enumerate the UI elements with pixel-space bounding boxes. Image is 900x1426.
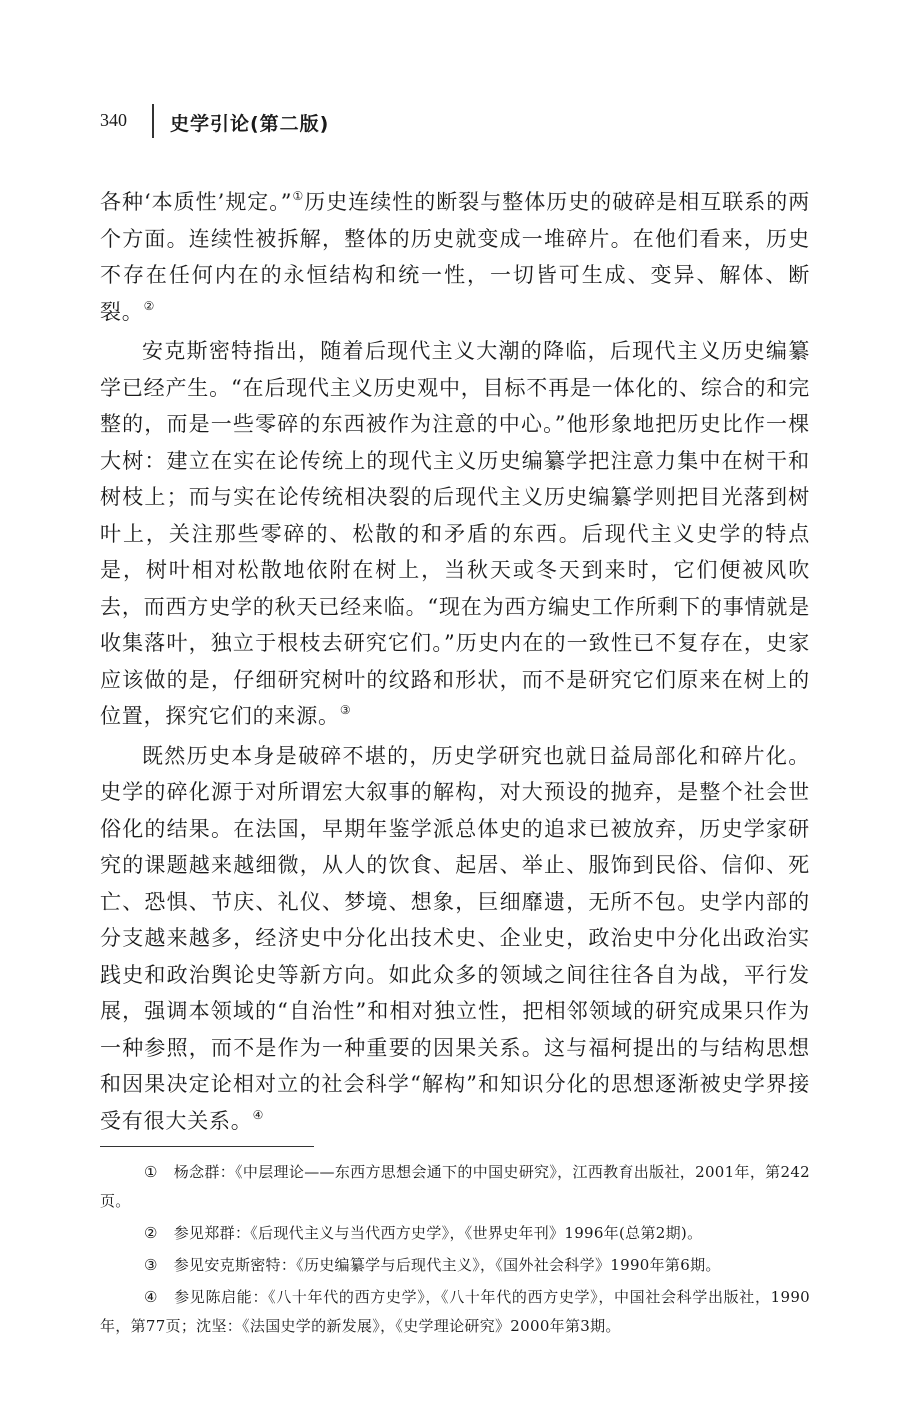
- footnote-3: [100, 1251, 810, 1280]
- footnote-ref-1: ①: [292, 189, 305, 203]
- footnotes: [100, 1158, 810, 1344]
- footnote-ref-4: ④: [252, 1107, 265, 1122]
- footnote-mark: ①: [144, 1163, 158, 1181]
- paragraph-1-text-b: 历史连续性的断裂与整体历史的破碎是相互联系的两个方面。连续性被拆解，整体的历史就变成一堆碎片。在他们看来，历史不存在任何内在的永恒结构和统一性，一切皆可生成、变异、解体、断裂。: [100, 190, 810, 324]
- paragraph-3: [100, 738, 810, 1140]
- page-number: 340: [100, 110, 127, 130]
- paragraph-1: [100, 184, 810, 330]
- footnote-4: [100, 1283, 810, 1341]
- paragraph-2: [100, 333, 810, 735]
- footnote-1: [100, 1158, 810, 1216]
- footnote-mark: ③: [144, 1256, 158, 1274]
- footnote-text: 参见陈启能：《八十年代的西方史学》，《八十年代的西方史学》，中国社会科学出版社，1990年，第77页；沈坚：《法国史学的新发展》，《史学理论研究》2000年第3期。: [100, 1288, 810, 1335]
- footnote-separator: [100, 1146, 314, 1147]
- footnote-ref-3: ③: [339, 703, 352, 717]
- running-title: 史学引论(第二版): [170, 113, 330, 135]
- main-text: [100, 184, 810, 1142]
- footnote-ref-2: ②: [143, 298, 156, 313]
- footnote-2: [100, 1219, 810, 1248]
- header-divider: [152, 104, 154, 138]
- paragraph-3-text: 既然历史本身是破碎不堪的，历史学研究也就日益局部化和碎片化。史学的碎化源于对所谓宏大叙事的解构，对大预设的抛弃，是整个社会世俗化的结果。在法国，早期年鉴学派总体史的追求已被放弃，历史学家研究的课题越来越细微，从人的饮食、起居、举止、服饰到民俗、信仰、死亡、恐惧、节庆、礼仪、梦境、想象，巨细靡遗，无所不包。史学内部的分支越来越多，经济史中分化出技术史、企业史，政治史中分化出政治实践史和政治舆论史等新方向。如此众多的领域之间往往各自为战，平行发展，强调本领域的“自治性”和相对独立性，把相邻领域的研究成果只作为一种参照，而不是作为一种重要的因果关系。这与福柯提出的与结构思想和因果决定论相对立的社会科学“解构”和知识分化的思想逐渐被史学界接受有很大关系。: [100, 743, 810, 1133]
- running-header: [100, 108, 800, 138]
- paragraph-2-text: 安克斯密特指出，随着后现代主义大潮的降临，后现代主义历史编纂学已经产生。“在后现代主义历史观中，目标不再是一体化的、综合的和完整的，而是一些零碎的东西被作为注意的中心。”他形象地把历史比作一棵大树：建立在实在论传统上的现代主义历史编纂学把注意力集中在树干和树枝上；而与实在论传统相决裂的后现代主义历史编纂学则把目光落到树叶上，关注那些零碎的、松散的和矛盾的东西。后现代主义史学的特点是，树叶相对松散地依附在树上，当秋天或冬天到来时，它们便被风吹去，而西方史学的秋天已经来临。“现在为西方编史工作所剩下的事情就是收集落叶，独立于根枝去研究它们。”历史内在的一致性已不复存在，史家应该做的是，仔细研究树叶的纹路和形状，而不是研究它们原来在树上的位置，探究它们的来源。: [100, 339, 810, 728]
- footnote-mark: ④: [144, 1288, 159, 1306]
- footnote-mark: ②: [144, 1224, 158, 1242]
- footnote-text: 参见郑群：《后现代主义与当代西方史学》，《世界史年刊》1996年(总第2期)。: [173, 1224, 703, 1242]
- paragraph-1-text-a: 各种‘本质性’规定。”: [100, 190, 293, 214]
- footnote-text: 杨念群：《中层理论——东西方思想会通下的中国史研究》，江西教育出版社，2001年，第242页。: [100, 1163, 811, 1210]
- footnote-text: 参见安克斯密特：《历史编纂学与后现代主义》，《国外社会科学》1990年第6期。: [173, 1256, 721, 1274]
